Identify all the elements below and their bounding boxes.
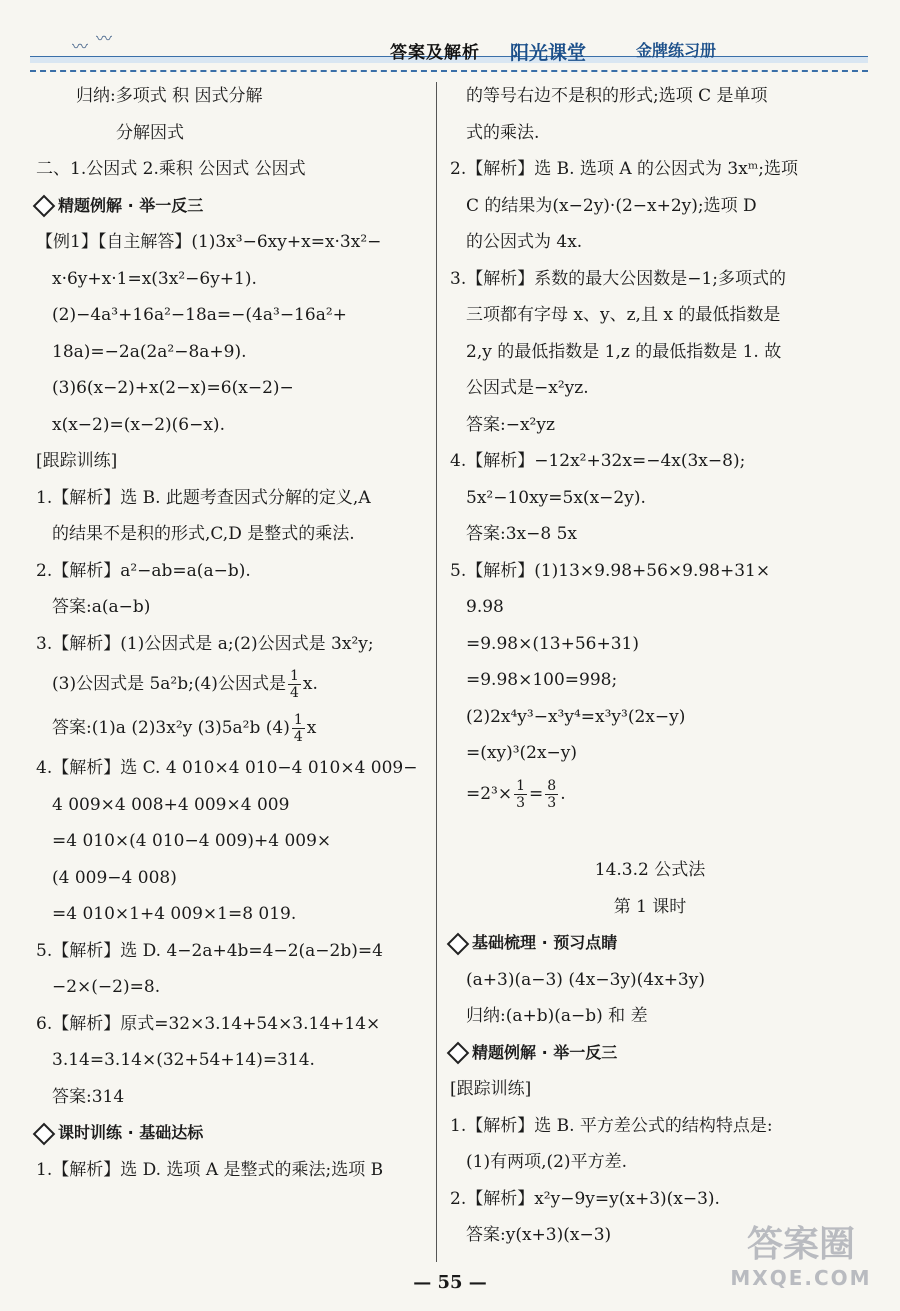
text-line: (2)−4a³+16a²−18a=−(4a³−16a²+ [52,305,347,325]
text-line: 答案:314 [52,1086,125,1107]
text-line: =4 010×1+4 009×1=8 019. [52,904,297,924]
text-line: 3.【解析】系数的最大公因数是−1;多项式的 [450,268,787,289]
text-line: 14.3.2 公式法 [594,860,706,880]
text-line: 4.【解析】−12x²+32x=−4x(3x−8); [450,451,746,471]
text-line: [跟踪训练] [36,451,118,471]
header-answers-title: 答案及解析 [390,43,480,63]
text-line: 6.【解析】原式=32×3.14+54×3.14+14× [36,1013,381,1034]
section-heading: 课时训练 · 基础达标 [36,1115,426,1152]
left-column [36,78,426,1188]
text-line: 1.【解析】选 B. 平方差公式的结构特点是: [450,1115,773,1136]
diamond-icon [33,1122,56,1145]
fraction: $\frac{1}{3}$ [516,777,526,811]
text-line: 1.【解析】选 B. 此题考查因式分解的定义,A [36,487,371,508]
diamond-icon [447,932,470,955]
text-line: (4 009−4 008) [52,867,177,888]
diamond-icon [447,1042,470,1065]
text-line: 5x²−10xy=5x(x−2y). [466,487,646,508]
bird-icon: 〰 [96,29,113,48]
section-heading: 基础梳理 · 预习点睛 [450,925,850,962]
text-line: 2,y 的最低指数是 1,z 的最低指数是 1. 故 [466,341,782,362]
text-line: 2.【解析】选 B. 选项 A 的公因式为 3xᵐ;选项 [450,159,798,179]
text-line: =2³× $\frac{1}{3}$ = $\frac{8}{3}$ . [466,777,566,811]
text-line: 18a)=−2a(2a²−8a+9). [52,341,247,362]
header-book-title: 金牌练习册 [636,41,717,60]
column-divider [436,82,437,1262]
header-series-title: 阳光课堂 [510,42,587,64]
text-line: 第 1 课时 [613,896,687,917]
fraction: $\frac{8}{3}$ [547,777,557,811]
text-line: (2)2x⁴y³−x³y⁴=x³y³(2x−y) [466,706,686,727]
text-line: 答案:y(x+3)(x−3) [466,1225,612,1245]
text-line: 9.98 [466,597,504,617]
text-line: 5.【解析】(1)13×9.98+56×9.98+31× [450,560,771,581]
text-line: 5.【解析】选 D. 4−2a+4b=4−2(a−2b)=4 [36,940,383,961]
text-line: 答案:(1)a (2)3x²y (3)5a²b (4) $\frac{1}{4}$ x [52,712,317,745]
bird-icon: 〰 [72,37,89,56]
text-line: C 的结果为(x−2y)·(2−x+2y);选项 D [466,195,757,216]
text-line: 2.【解析】a²−ab=a(a−b). [36,560,251,581]
watermark-logo: 答案圈 MXQE.COM [730,1224,872,1290]
text-line: x·6y+x·1=x(3x²−6y+1). [52,268,257,289]
text-line: 分解因式 [116,122,184,143]
text-line: 3.14=3.14×(32+54+14)=314. [52,1050,315,1070]
text-line: (1)有两项,(2)平方差. [466,1152,627,1172]
text-line: 式的乘法. [466,122,540,143]
text-line: 公因式是−x²yz. [466,378,589,398]
text-line: (3)公因式是 5a²b;(4)公因式是 $\frac{1}{4}$ x. [52,668,318,701]
diamond-icon [33,195,56,218]
text-line: (3)6(x−2)+x(2−x)=6(x−2)− [52,378,294,398]
text-line: =(xy)³(2x−y) [466,743,578,763]
text-line: 的结果不是积的形式,C,D 是整式的乘法. [52,524,355,544]
text-line: 的等号右边不是积的形式;选项 C 是单项 [466,86,768,106]
text-line: 答案:a(a−b) [52,597,151,617]
right-column [450,78,850,1254]
text-line: 的公因式为 4x. [466,232,583,252]
page-number: — 55 — [413,1272,487,1293]
text-line: 二、1.公因式 2.乘积 公因式 公因式 [36,159,306,179]
text-line [450,816,850,853]
text-line: x(x−2)=(x−2)(6−x). [52,414,225,435]
fraction: $\frac{1}{4}$ [289,668,299,701]
text-line: 答案:3x−8 5x [466,524,577,544]
text-line: =9.98×(13+56+31) [466,633,639,654]
section-heading: 精题例解 · 举一反三 [450,1035,850,1072]
text-line: 3.【解析】(1)公因式是 a;(2)公因式是 3x²y; [36,633,374,654]
text-line: =4 010×(4 010−4 009)+4 009× [52,831,332,851]
page-header [0,0,900,78]
text-line: [跟踪训练] [450,1079,532,1099]
section-heading: 精题例解 · 举一反三 [36,188,426,225]
text-line: 归纳:多项式 积 因式分解 [76,86,263,106]
text-line: 三项都有字母 x、y、z,且 x 的最低指数是 [466,305,781,325]
text-line: 4.【解析】选 C. 4 010×4 010−4 010×4 009− [36,758,418,778]
text-line: −2×(−2)=8. [52,977,161,997]
text-line: 2.【解析】x²y−9y=y(x+3)(x−3). [450,1188,720,1209]
text-line: 【例1】【自主解答】(1)3x³−6xy+x=x·3x²− [36,232,382,252]
header-dashed-rule [30,70,868,72]
text-line: 归纳:(a+b)(a−b) 和 差 [466,1006,648,1026]
text-line: 4 009×4 008+4 009×4 009 [52,794,290,815]
fraction: $\frac{1}{4}$ [293,712,303,745]
text-line: =9.98×100=998; [466,670,618,690]
text-line: 1.【解析】选 D. 选项 A 是整式的乘法;选项 B [36,1159,384,1180]
text-line: 答案:−x²yz [466,414,555,435]
text-line: (a+3)(a−3) (4x−3y)(4x+3y) [466,969,705,990]
